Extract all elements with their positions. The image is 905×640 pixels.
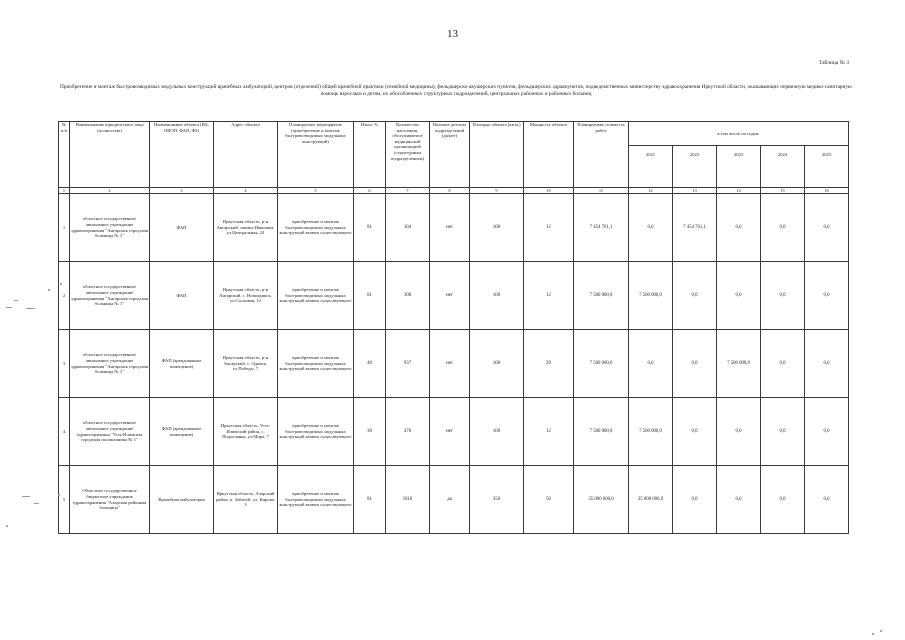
year-2023-cell: 0,0 (717, 262, 761, 330)
cost-cell: 7 500 000,0 (574, 262, 629, 330)
header-number: № п/п (59, 122, 70, 188)
year-2025-cell: 0,0 (805, 398, 849, 466)
object-cell: Врачебная амбулатория (150, 466, 214, 534)
row-number: 5 (59, 466, 70, 534)
population-cell: 1818 (386, 466, 430, 534)
cost-cell: 7 500 000,0 (574, 398, 629, 466)
header-organization: Наименование юридического лица (полностью) (70, 122, 150, 188)
header-year-2022: 2022 (673, 146, 717, 188)
year-2024-cell: 0,0 (761, 466, 805, 534)
organization-cell: областное государственное автономное учреждение здравоохранения "Ангарская городская больница № 1" (70, 330, 150, 398)
capacity-cell: 50 (524, 466, 574, 534)
children-cell: нет (430, 398, 470, 466)
address-cell: Иркутская область, р-н Ангарский, заимка Ивановка, ул.Центральная, 24 (214, 194, 278, 262)
table-row (59, 398, 849, 466)
area-cell: 100 (470, 194, 524, 262)
organization-cell: областное государственное автономное учреждение здравоохранения "Усть-Илимская городская поликлиника № 1" (70, 398, 150, 466)
area-cell: 100 (470, 398, 524, 466)
capacity-cell: 12 (524, 262, 574, 330)
year-2021-cell: 7 500 000,0 (629, 262, 673, 330)
object-cell: ФАП (арендованное помещение) (150, 398, 214, 466)
header-year-2023: 2023 (717, 146, 761, 188)
document-title: Приобретение и монтаж быстровозводимых модульных конструкций врачебных амбулаторий, центров (отделений) общей врачебной практики (семейной медицины), фельдшерско-акушерских пунктов, фельдшерских здравпунктов, подведомственных министерству здравоохранения Иркутской области, оказывающих первичную медико-санитарную помощь взрослым и детям, их обособленных структурных подразделений, центральных районных и районных больниц (59, 84, 853, 97)
table-row (59, 262, 849, 330)
column-number: 12 (629, 188, 673, 194)
row-number: 3 (59, 330, 70, 398)
measure-cell: приобретение и монтаж быстровозводимых модульных конструкций взамен существующего (278, 398, 354, 466)
wear-cell: 81 (354, 466, 386, 534)
year-2023-cell: 0,0 (717, 398, 761, 466)
year-2025-cell: 0,0 (805, 466, 849, 534)
year-2024-cell: 0,0 (761, 330, 805, 398)
year-2021-cell: 0,0 (629, 330, 673, 398)
column-number: 2 (70, 188, 150, 194)
children-cell: да (430, 466, 470, 534)
year-2023-cell: 0,0 (717, 466, 761, 534)
row-number: 2 (59, 262, 70, 330)
column-number: 10 (524, 188, 574, 194)
population-cell: 104 (386, 194, 430, 262)
measure-cell: приобретение и монтаж быстровозводимых модульных конструкций взамен существующего (278, 262, 354, 330)
year-2022-cell: 0,0 (673, 398, 717, 466)
row-number: 4 (59, 398, 70, 466)
wear-cell: 81 (354, 262, 386, 330)
year-2025-cell: 0,0 (805, 330, 849, 398)
header-year-2021: 2021 (629, 146, 673, 188)
object-cell: ФАП (150, 262, 214, 330)
year-2021-cell: 0,0 (629, 194, 673, 262)
column-number: 16 (805, 188, 849, 194)
year-2022-cell: 0,0 (673, 262, 717, 330)
address-cell: Иркутская область, р-н Ангарский, с. Новоодинск, ул.Сосновая, 12 (214, 262, 278, 330)
population-cell: 937 (386, 330, 430, 398)
capacity-cell: 20 (524, 330, 574, 398)
table-row (59, 194, 849, 262)
header-object: Наименование объекта (ВА, ОВОП, ФАП, ФЗ) (150, 122, 214, 188)
column-number: 8 (430, 188, 470, 194)
children-cell: нет (430, 330, 470, 398)
year-2021-cell: 35 000 000,0 (629, 466, 673, 534)
header-wear: Износ % (354, 122, 386, 188)
column-number: 9 (470, 188, 524, 194)
cost-cell: 7 454 761,1 (574, 194, 629, 262)
column-number: 4 (214, 188, 278, 194)
cost-cell: 7 500 000,0 (574, 330, 629, 398)
year-2022-cell: 0,0 (673, 466, 717, 534)
header-year-2024: 2024 (761, 146, 805, 188)
organization-cell: областное государственное автономное учреждение здравоохранения "Ангарская городская больница № 1" (70, 194, 150, 262)
header-address: Адрес объекта (214, 122, 278, 188)
column-number: 15 (761, 188, 805, 194)
year-2024-cell: 0,0 (761, 262, 805, 330)
address-cell: Иркутская область, Аларский район, п. Забитуй, ул. Кирова, 3 (214, 466, 278, 534)
header-area: Площадь объекта (кв.м.) (470, 122, 524, 188)
area-cell: 350 (470, 466, 524, 534)
header-capacity: Мощность объекта (524, 122, 574, 188)
wear-cell: 81 (354, 194, 386, 262)
year-2023-cell: 0,0 (717, 194, 761, 262)
population-cell: 108 (386, 262, 430, 330)
wear-cell: 40 (354, 330, 386, 398)
column-number: 1 (59, 188, 70, 194)
header-population: Количество населения, обслуживаемое медицинской организацией (структурным подразделением) (386, 122, 430, 188)
table-label: Таблица № 3 (818, 60, 849, 66)
year-2023-cell: 7 500 000,0 (717, 330, 761, 398)
column-number: 11 (574, 188, 629, 194)
object-cell: ФАП (150, 194, 214, 262)
page-number: 13 (447, 28, 458, 40)
year-2021-cell: 7 500 000,0 (629, 398, 673, 466)
header-years-group: в том числе по годам: (629, 122, 849, 146)
address-cell: Иркутская область, Усть-Илимский район, с. Подъеланка, ул.Мира, 7 (214, 398, 278, 466)
column-number: 7 (386, 188, 430, 194)
wear-cell: 30 (354, 398, 386, 466)
header-measure: Планируемое мероприятие (приобретение и монтаж быстровозводимых модульных конструкций) (278, 122, 354, 188)
year-2022-cell: 0,0 (673, 330, 717, 398)
area-cell: 100 (470, 330, 524, 398)
table-row (59, 330, 849, 398)
year-2024-cell: 0,0 (761, 398, 805, 466)
year-2022-cell: 7 454 761,1 (673, 194, 717, 262)
children-cell: нет (430, 262, 470, 330)
year-2025-cell: 0,0 (805, 262, 849, 330)
column-number: 5 (278, 188, 354, 194)
organization-cell: областное государственное автономное учреждение здравоохранения "Ангарская городская больница № 1" (70, 262, 150, 330)
area-cell: 100 (470, 262, 524, 330)
measure-cell: приобретение и монтаж быстровозводимых модульных конструкций взамен существующего (278, 194, 354, 262)
year-2024-cell: 0,0 (761, 194, 805, 262)
cost-cell: 35 000 000,0 (574, 466, 629, 534)
object-cell: ФАП (арендованное помещение) (150, 330, 214, 398)
capacity-cell: 12 (524, 398, 574, 466)
table-row (59, 466, 849, 534)
column-number: 14 (717, 188, 761, 194)
children-cell: нет (430, 194, 470, 262)
year-2025-cell: 0,0 (805, 194, 849, 262)
address-cell: Иркутская область, р-н Ангарский, с. Одинск, ул.Победы, 7 (214, 330, 278, 398)
row-number: 1 (59, 194, 70, 262)
header-cost: Планируемая стоимость работ (574, 122, 629, 188)
header-children: Наличие детских подразделений (да/нет) (430, 122, 470, 188)
column-number: 6 (354, 188, 386, 194)
column-number: 3 (150, 188, 214, 194)
measure-cell: приобретение и монтаж быстровозводимых модульных конструкций взамен существующего (278, 330, 354, 398)
column-number: 13 (673, 188, 717, 194)
population-cell: 470 (386, 398, 430, 466)
header-year-2025: 2025 (805, 146, 849, 188)
capacity-cell: 12 (524, 194, 574, 262)
measure-cell: приобретение и монтаж быстровозводимых модульных конструкций взамен существующего (278, 466, 354, 534)
procurement-table (58, 121, 849, 534)
organization-cell: Областное государственное бюджетное учреждение здравоохранения "Аларская районная больница" (70, 466, 150, 534)
